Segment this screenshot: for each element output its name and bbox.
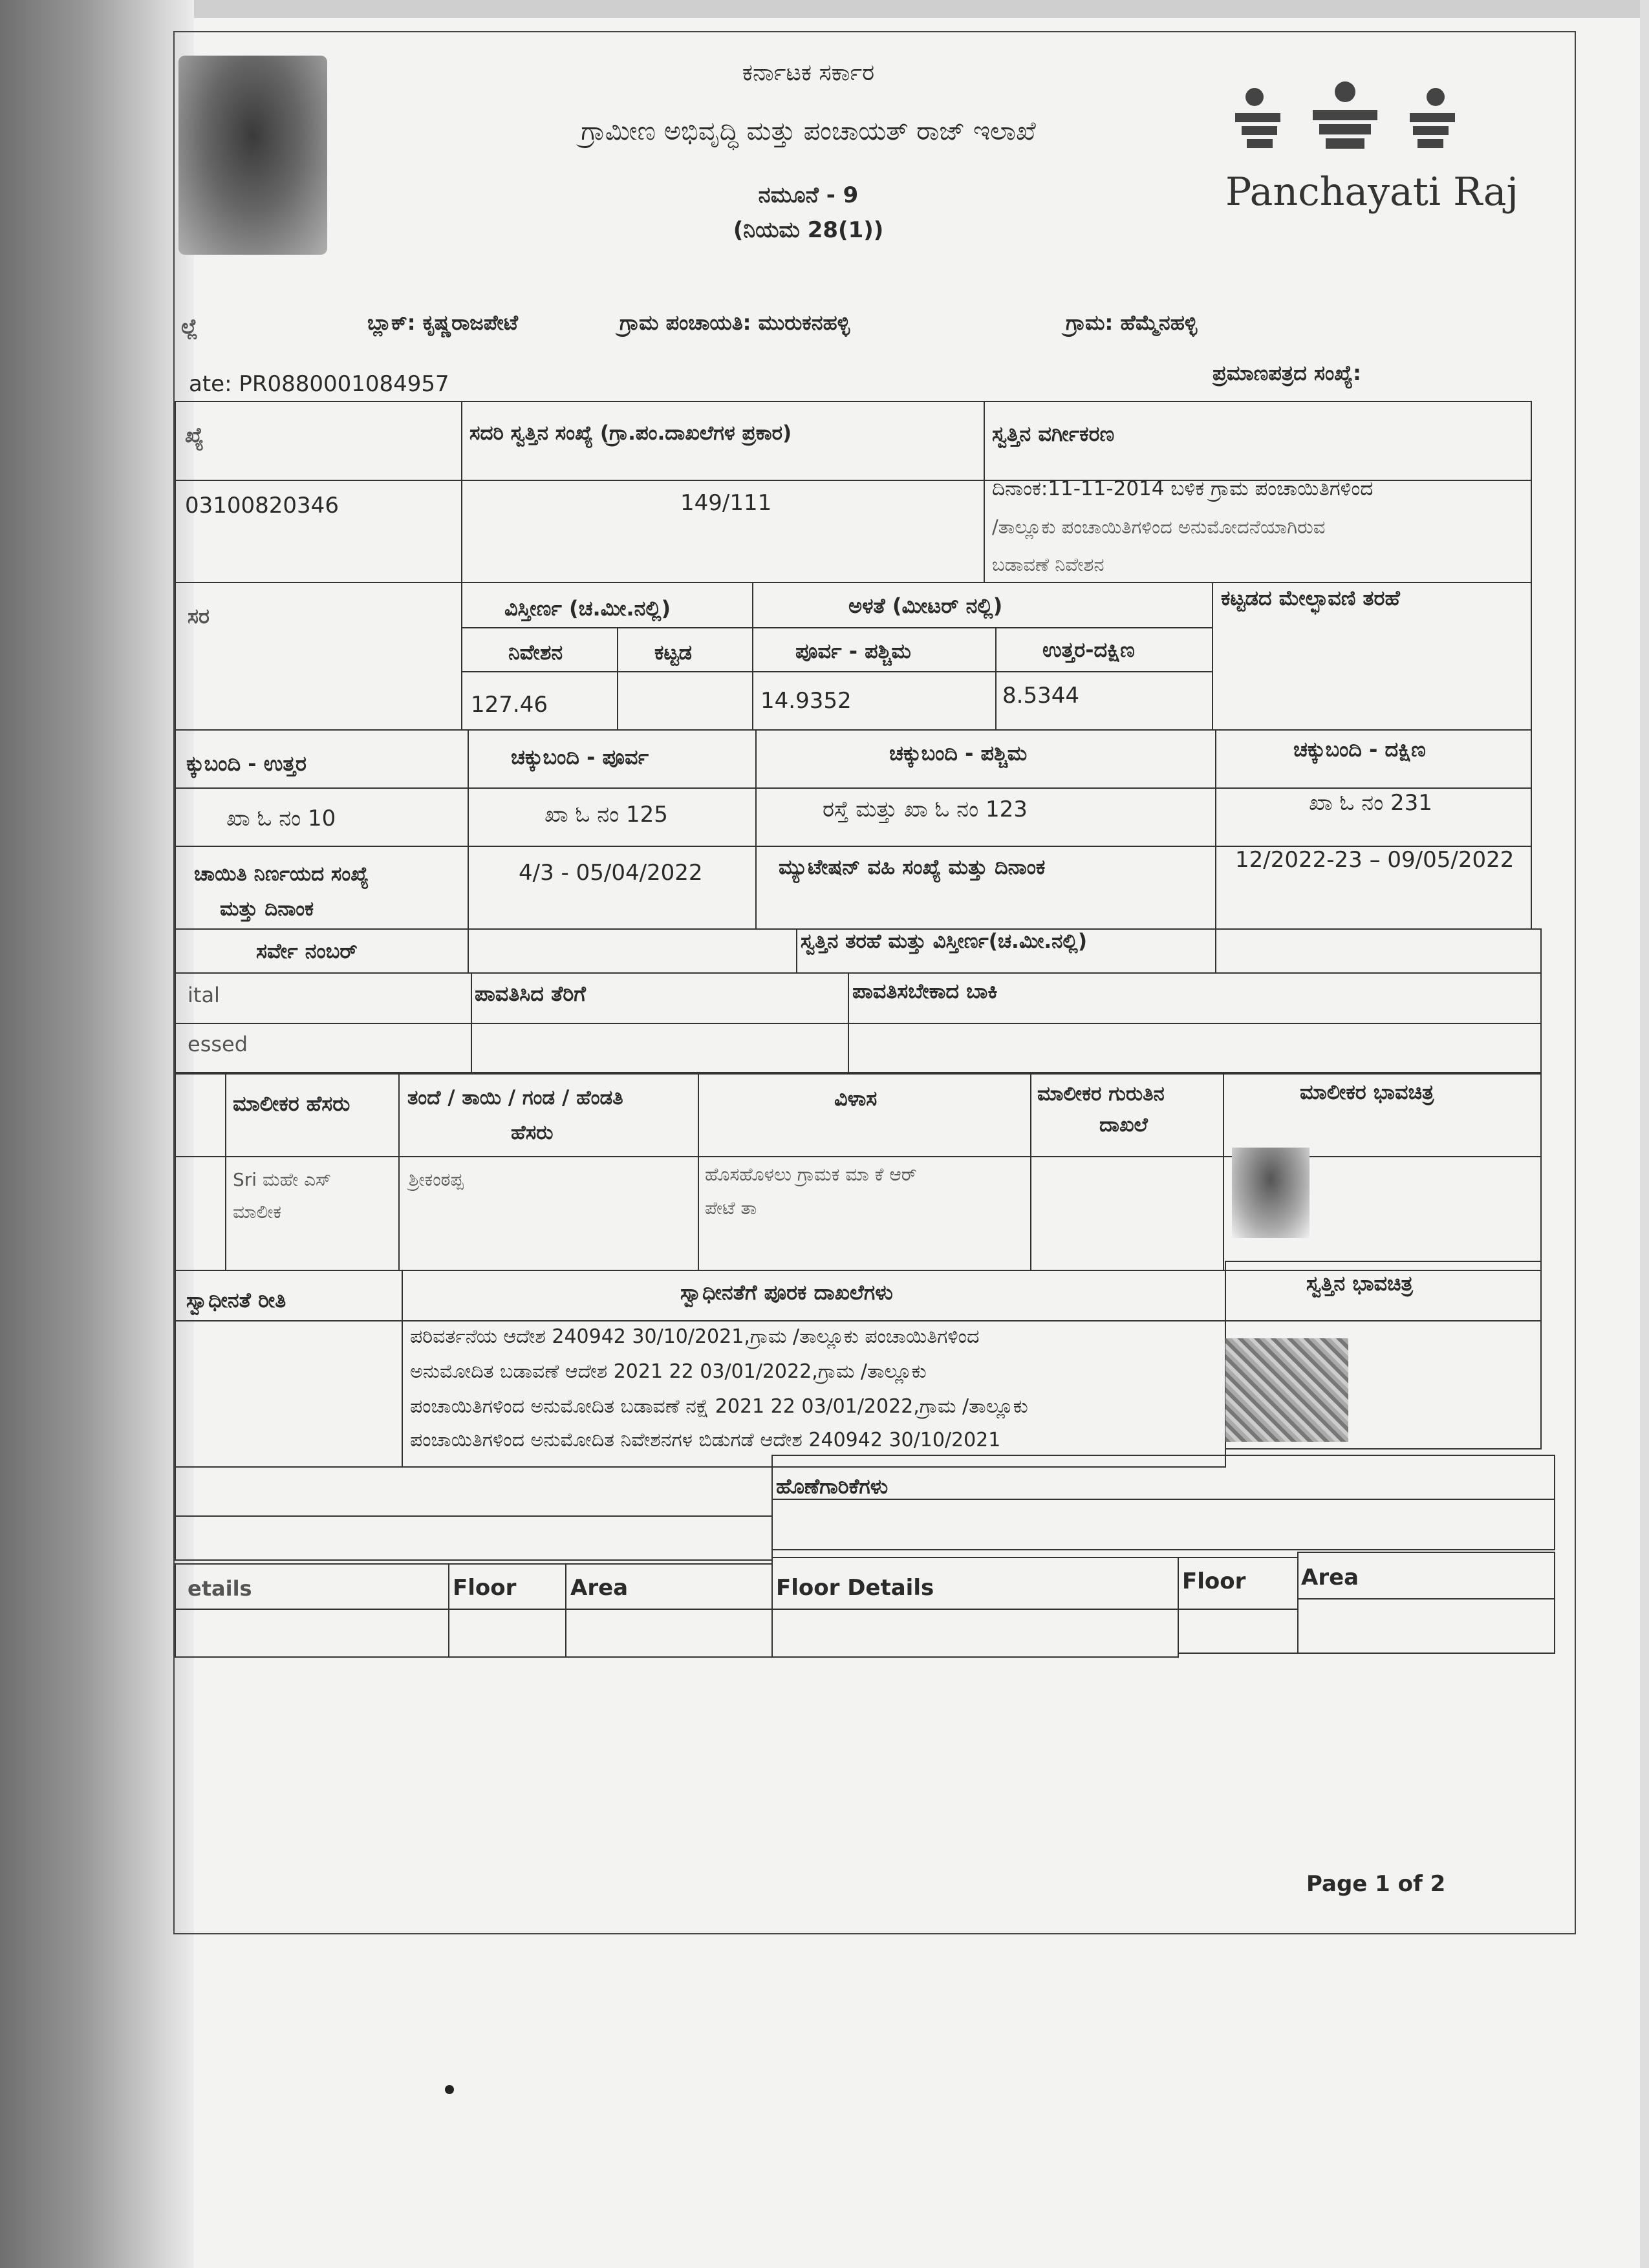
north-south-value: 8.5344 bbox=[1002, 683, 1079, 709]
district-fragment: ಲ್ಲೆ bbox=[181, 314, 198, 339]
mutation-label: ಮ್ಯುಟೇಷನ್ ವಹಿ ಸಂಖ್ಯೆ ಮತ್ತು ದಿನಾಂಕ bbox=[779, 855, 1046, 879]
state-emblem-icon bbox=[178, 56, 327, 255]
cell-area-2-value bbox=[1297, 1598, 1555, 1654]
liabilities-header: ಹೊಣೆಗಾರಿಕೆಗಳು bbox=[776, 1474, 889, 1499]
id-doc-header-1: ಮಾಲೀಕರ ಗುರುತಿನ bbox=[1037, 1082, 1165, 1106]
cell-floor-details-left-2 bbox=[175, 1609, 449, 1658]
tax-paid-label: ಪಾವತಿಸಿದ ತೆರಿಗೆ bbox=[475, 981, 586, 1006]
property-number-header: ಸದರಿ ಸ್ವತ್ತಿನ ಸಂಖ್ಯೆ (ಗ್ರಾ.ಪಂ.ದಾಖಲೆಗಳ ಪ್ರಕಾರ) bbox=[469, 422, 792, 445]
resolution-label-1: ಚಾಯಿತಿ ನಿರ್ಣಯದ ಸಂಖ್ಯೆ bbox=[194, 862, 369, 886]
owner-photo-header: ಮಾಲೀಕರ ಭಾವಚಿತ್ರ bbox=[1300, 1080, 1434, 1104]
floor-1-header: Floor bbox=[453, 1575, 517, 1601]
form-number: ನಮೂನೆ - 9 bbox=[758, 182, 859, 208]
floor-2-header: Floor bbox=[1182, 1568, 1246, 1594]
south-boundary-value: ಖಾ ಓ ನಂ 231 bbox=[1309, 790, 1432, 816]
classification-line-1: ದಿನಾಂಕ:11-11-2014 ಬಳಿಕ ಗ್ರಾಮ ಪಂಚಾಯಿತಿಗಳಿಂದ bbox=[992, 477, 1374, 500]
measure-left-fragment: ಸರ bbox=[188, 604, 210, 628]
area-2-header: Area bbox=[1301, 1565, 1359, 1590]
resolution-value: 4/3 - 05/04/2022 bbox=[519, 860, 703, 886]
cell-resolution-value bbox=[468, 846, 757, 930]
department-title: ಗ್ರಾಮೀಣ ಅಭಿವೃದ್ಧಿ ಮತ್ತು ಪಂಚಾಯತ್ ರಾಜ್ ಇಲಾಖೆ bbox=[581, 116, 1036, 146]
survey-number-label: ಸರ್ವೇ ನಂಬರ್ bbox=[256, 939, 358, 963]
gram-panchayat-name: ಗ್ರಾಮ ಪಂಚಾಯತಿ: ಮುರುಕನಹಳ್ಳಿ bbox=[620, 310, 850, 335]
certificate-number-label: ಪ್ರಮಾಣಪತ್ರದ ಸಂಖ್ಯೆ: bbox=[1212, 361, 1361, 385]
cell-paid-value bbox=[471, 1023, 849, 1073]
ownership-doc-line-2: ಅನುಮೋದಿತ ಬಡಾವಣೆ ಆದೇಶ 2021 22 03/01/2022,ಗ್ರಾಮ /ತಾಲ್ಲೂಕು bbox=[410, 1360, 927, 1383]
village-name: ಗ್ರಾಮ: ಹೆಮ್ಮೆನಹಳ್ಳಿ bbox=[1066, 310, 1198, 335]
cell-measure-left bbox=[175, 582, 462, 731]
owner-name-value-2: ಮಾಲೀಕ bbox=[233, 1201, 282, 1223]
address-header: ವಿಳಾಸ bbox=[834, 1086, 878, 1111]
property-number-value: 149/111 bbox=[680, 490, 772, 516]
rule-number: (ನಿಯಮ 28(1)) bbox=[733, 217, 884, 243]
id-value: 03100820346 bbox=[185, 493, 339, 519]
site-area-value: 127.46 bbox=[471, 692, 548, 718]
cell-due-value bbox=[848, 1023, 1542, 1073]
property-code: ate: PR0880001084957 bbox=[189, 371, 449, 397]
id-header: ಖ್ಯೆ bbox=[185, 423, 204, 447]
id-doc-header-2: ದಾಖಲೆ bbox=[1099, 1113, 1148, 1137]
dimension-header: ಅಳತೆ (ಮೀಟರ್ ನಲ್ಲಿ) bbox=[848, 594, 1003, 618]
cell-floor-details-value bbox=[771, 1609, 1179, 1658]
owner-name-value-1: Sri ಮಹೇ ಎಸ್ bbox=[233, 1169, 331, 1190]
cell-area-1-value bbox=[565, 1609, 773, 1658]
ownership-doc-line-4: ಪಂಚಾಯಿತಿಗಳಿಂದ ಅನುಮೋದಿತ ನಿವೇಶನಗಳ ಬಿಡುಗಡೆ ಆದೇಶ 240942 30/10/2021 bbox=[410, 1429, 1001, 1451]
scan-binding-shadow bbox=[0, 0, 194, 2268]
east-west-label: ಪೂರ್ವ - ಪಶ್ಚಿಮ bbox=[795, 639, 911, 663]
west-boundary-label: ಚಕ್ಕುಬಂದಿ - ಪಶ್ಚಿಮ bbox=[889, 741, 1028, 765]
south-boundary-label: ಚಕ್ಕುಬಂದಿ - ದಕ್ಷಿಣ bbox=[1293, 737, 1426, 762]
tax-due-label: ಪಾವತಿಸಬೇಕಾದ ಬಾಕಿ bbox=[852, 979, 998, 1003]
north-boundary-value: ಖಾ ಓ ನಂ 10 bbox=[226, 806, 336, 831]
scan-top-band bbox=[0, 0, 1649, 18]
page-number: Page 1 of 2 bbox=[1306, 1871, 1446, 1897]
classification-header: ಸ್ವತ್ತಿನ ವರ್ಗೀಕರಣ bbox=[992, 422, 1115, 446]
cell-id-doc-value bbox=[1030, 1156, 1224, 1271]
scan-speck bbox=[445, 2085, 454, 2094]
east-boundary-label: ಚಕ್ಕುಬಂದಿ - ಪೂರ್ವ bbox=[511, 745, 649, 769]
cell-resolution-label bbox=[175, 846, 469, 930]
building-type-header: ಕಟ್ಟಡದ ಮೇಲ್ಛಾವಣಿ ತರಹೆ bbox=[1221, 586, 1400, 610]
relation-header-1: ತಂದೆ / ತಾಯಿ / ಗಂಡ / ಹೆಂಡತಿ bbox=[407, 1086, 623, 1109]
area-1-header: Area bbox=[570, 1575, 629, 1601]
owner-name-header: ಮಾಲೀಕರ ಹೆಸರು bbox=[233, 1091, 350, 1116]
address-value-2: ಪೇಟೆ ತಾ bbox=[705, 1197, 757, 1219]
property-photo-image bbox=[1225, 1338, 1348, 1442]
cell-liabilities-left-2 bbox=[175, 1515, 773, 1561]
ownership-docs-header: ಸ್ವಾಧೀನತೆಗೆ ಪೂರಕ ದಾಖಲೆಗಳು bbox=[680, 1280, 893, 1305]
cell-id-header bbox=[175, 401, 462, 481]
tax-left-fragment-2: essed bbox=[188, 1032, 248, 1056]
cell-type-value bbox=[1215, 928, 1542, 974]
building-label: ಕಟ್ಟಡ bbox=[654, 640, 692, 665]
cell-building-value bbox=[617, 671, 753, 731]
relation-header-2: ಹೆಸರು bbox=[511, 1121, 554, 1144]
panchayati-raj-logo-icon bbox=[1216, 78, 1474, 175]
cell-liabilities-value bbox=[771, 1499, 1555, 1550]
cell-floor-2-value bbox=[1178, 1609, 1299, 1654]
cell-liabilities-left bbox=[175, 1466, 773, 1517]
cell-liabilities-header bbox=[771, 1455, 1555, 1500]
west-boundary-value: ರಸ್ತೆ ಮತ್ತು ಖಾ ಓ ನಂ 123 bbox=[823, 797, 1028, 822]
site-label: ನಿವೇಶನ bbox=[508, 640, 563, 665]
cell-owner-index-value bbox=[175, 1156, 226, 1271]
cell-floor-1-value bbox=[448, 1609, 566, 1658]
classification-line-2: /ತಾಲ್ಲೂಕು ಪಂಚಾಯಿತಿಗಳಿಂದ ಅನುಮೋದನೆಯಾಗಿರುವ bbox=[992, 516, 1326, 538]
resolution-label-2: ಮತ್ತು ದಿನಾಂಕ bbox=[220, 897, 314, 921]
cell-ownership-value bbox=[175, 1320, 403, 1468]
area-header: ವಿಸ್ತೀರ್ಣ (ಚ.ಮೀ.ನಲ್ಲಿ) bbox=[504, 596, 671, 621]
classification-line-3: ಬಡಾವಣೆ ನಿವೇಶನ bbox=[992, 553, 1105, 575]
cell-owner-index bbox=[175, 1073, 226, 1157]
east-boundary-value: ಖಾ ಓ ನಂ 125 bbox=[544, 802, 668, 828]
floor-details-left-fragment: etails bbox=[188, 1576, 252, 1601]
property-type-label: ಸ್ವತ್ತಿನ ತರಹೆ ಮತ್ತು ವಿಸ್ತೀರ್ಣ(ಚ.ಮೀ.ನಲ್ಲಿ) bbox=[801, 930, 1087, 953]
address-value-1: ಹೊಸಹೊಳಲು ಗ್ರಾಮಕ ಮಾ ಕೆ ಆರ್ bbox=[705, 1164, 917, 1185]
logo-text: Panchayati Raj bbox=[1225, 169, 1519, 215]
property-photo-header: ಸ್ವತ್ತಿನ ಭಾವಚಿತ್ರ bbox=[1306, 1271, 1413, 1296]
cell-survey-value bbox=[468, 928, 797, 974]
scan-right-edge bbox=[1640, 0, 1649, 2268]
ownership-doc-line-3: ಪಂಚಾಯಿತಿಗಳಿಂದ ಅನುಮೋದಿತ ಬಡಾವಣೆ ನಕ್ಷೆ 2021 22 03/01/2022,ಗ್ರಾಮ /ತಾಲ್ಲೂಕು bbox=[410, 1395, 1028, 1418]
mutation-value: 12/2022-23 – 09/05/2022 bbox=[1235, 847, 1514, 873]
ownership-doc-line-1: ಪರಿವರ್ತನೆಯ ಆದೇಶ 240942 30/10/2021,ಗ್ರಾಮ /ತಾಲ್ಲೂಕು ಪಂಚಾಯಿತಿಗಳಿಂದ bbox=[410, 1325, 980, 1348]
north-boundary-label: ಕ್ಕುಬಂದಿ - ಉತ್ತರ bbox=[186, 751, 307, 776]
north-south-label: ಉತ್ತರ-ದಕ್ಷಿಣ bbox=[1042, 637, 1135, 662]
block-name: ಬ್ಲಾಕ್: ಕೃಷ್ಣರಾಜಪೇಟೆ bbox=[367, 310, 519, 335]
tax-left-fragment-1: ital bbox=[188, 983, 220, 1007]
state-title: ಕರ್ನಾಟಕ ಸರ್ಕಾರ bbox=[742, 59, 875, 86]
owner-photo-image bbox=[1232, 1148, 1310, 1238]
relation-value: ಶ್ರೀಕಂಠಪ್ಪ bbox=[409, 1169, 464, 1190]
east-west-value: 14.9352 bbox=[760, 688, 852, 714]
ownership-method-label: ಸ್ವಾಧೀನತೆ ರೀತಿ bbox=[186, 1288, 286, 1312]
floor-details-header: Floor Details bbox=[776, 1575, 934, 1601]
